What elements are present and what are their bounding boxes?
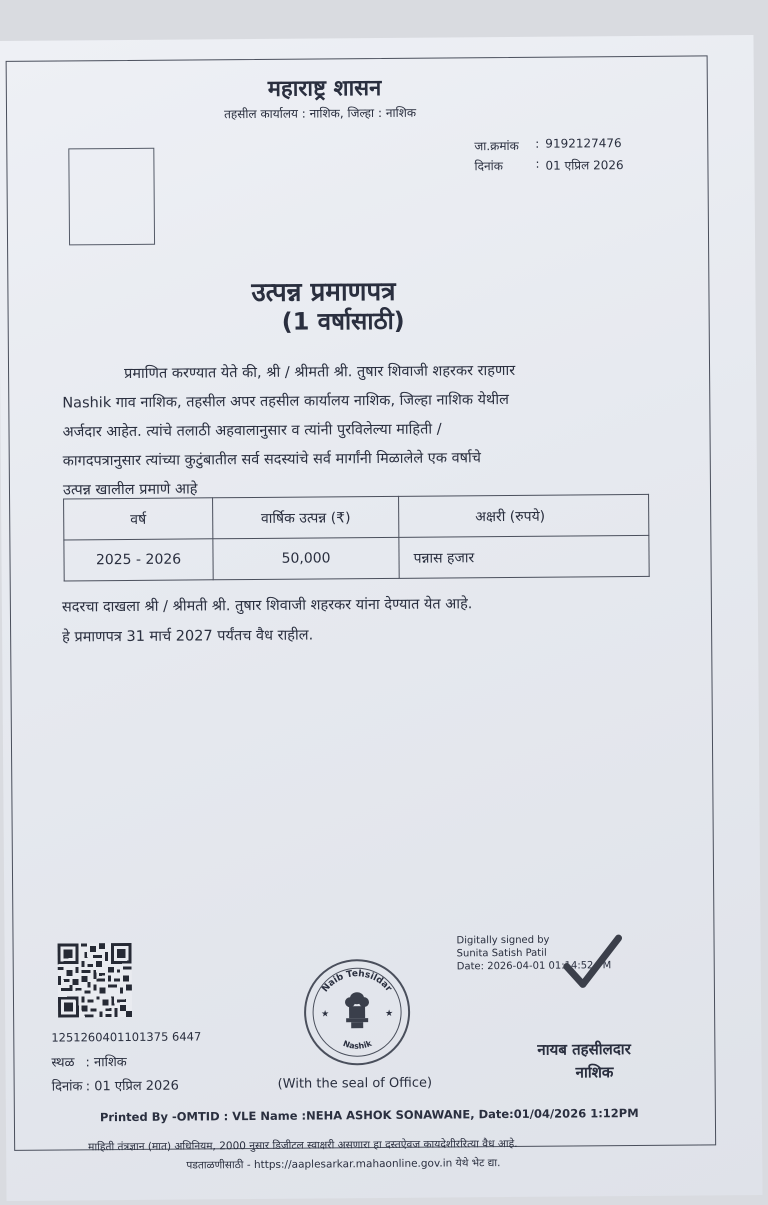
issue-date-colon: : [535, 156, 540, 171]
table-header-row [64, 494, 649, 540]
signature-line: Digitally signed by [456, 934, 550, 947]
body-line: Nashik गाव नाशिक, तहसील अपर तहसील कार्यालय नाशिक, जिल्हा नाशिक येथील [62, 391, 509, 412]
header-annual-income: वार्षिक उत्पन्न (₹) [213, 496, 399, 538]
office-subheading: तहसील कार्यालय : नाशिक, जिल्हा : नाशिक [223, 105, 417, 122]
reference-colon: : [535, 136, 540, 151]
header-in-words: अक्षरी (रुपये) [399, 494, 649, 537]
footer-date-value: : 01 एप्रिल 2026 [85, 1078, 179, 1095]
officer-location: नाशिक [575, 1063, 614, 1082]
body-line: कागदपत्रानुसार त्यांच्या कुटुंबातील सर्व सदस्यांचे सर्व मार्गांनी मिळालेले एक वर्षाचे [62, 450, 482, 470]
svg-text:★: ★ [385, 1008, 394, 1019]
income-table [63, 494, 650, 582]
table-row [64, 535, 649, 581]
seal-bottom-text: Nashik [341, 1038, 373, 1051]
issue-date-value: 01 एप्रिल 2026 [545, 158, 624, 173]
body-line: अर्जदार आहेत. त्यांचे तलाठी अहवालानुसार व त्यांनी पुरविलेल्या माहिती / [62, 421, 442, 441]
issued-to-statement: सदरचा दाखला श्री / श्रीमती श्री. तुषार शिवाजी शहरकर यांना देण्यात येत आहे. [61, 596, 473, 616]
printed-by-info: Printed By -OMTID : VLE Name :NEHA ASHOK SONAWANE, Date:01/04/2026 1:12PM [99, 1105, 639, 1125]
government-heading: महाराष्ट्र शासन [267, 75, 382, 102]
signature-date: Date: 2026-04-01 01:14:52 PM [456, 960, 612, 973]
signature-signer: Sunita Satish Patil [456, 947, 547, 960]
emblem-icon [345, 992, 369, 1028]
seal-top-text: Naib Tehsildar [320, 969, 394, 995]
body-line: उत्पन्न खालील प्रमाणे आहे [62, 481, 198, 499]
certificate-subtitle: (1 वर्षासाठी) [281, 306, 405, 336]
place-value: : नाशिक [85, 1055, 127, 1071]
cell-in-words: पन्नास हजार [399, 535, 649, 578]
cell-year: 2025 - 2026 [64, 539, 213, 581]
photo-placeholder [68, 148, 155, 246]
officer-title: नायब तहसीलदार [537, 1040, 631, 1059]
seal-caption: (With the seal of Office) [277, 1075, 433, 1092]
issue-date-label: दिनांक [474, 159, 503, 174]
validity-statement: हे प्रमाणपत्र 31 मार्च 2027 पर्यंतच वैध राहील. [62, 627, 314, 646]
svg-text:Nashik [342, 1039, 374, 1051]
signature-valid-check-icon [560, 932, 622, 994]
place-label: स्थळ [51, 1055, 75, 1071]
office-seal-icon [301, 956, 414, 1069]
certificate-body [62, 356, 649, 506]
qr-code-icon [58, 943, 133, 1018]
legal-disclaimer: माहिती तंत्रज्ञान (मात) अधिनियम, 2000 नुसार डिजीटल स्वाक्षरी असणारा हा दस्तऐवज कायदेशीररित्या वैध आहे. [88, 1137, 518, 1154]
footer-date-label: दिनांक [51, 1079, 83, 1095]
reference-label: जा.क्रमांक [474, 138, 519, 154]
svg-text:Naib Tehsildar [320, 969, 393, 995]
qr-reference-number: 1251260401101375 6447 [51, 1029, 202, 1045]
certificate-sheet [0, 35, 763, 1201]
reference-number: 9192127476 [545, 136, 622, 151]
certificate-title: उत्पन्न प्रमाणपत्र [251, 276, 396, 308]
cell-income: 50,000 [213, 537, 399, 579]
header-year: वर्ष [64, 498, 213, 540]
body-line: प्रमाणित करण्यात येते की, श्री / श्रीमती श्री. तुषार शिवाजी शहरकर राहणार [124, 362, 516, 383]
verification-note: पडताळणीसाठी - https://aaplesarkar.mahaonline.gov.in येथे भेट द्या. [186, 1157, 501, 1172]
svg-text:★: ★ [321, 1009, 330, 1020]
